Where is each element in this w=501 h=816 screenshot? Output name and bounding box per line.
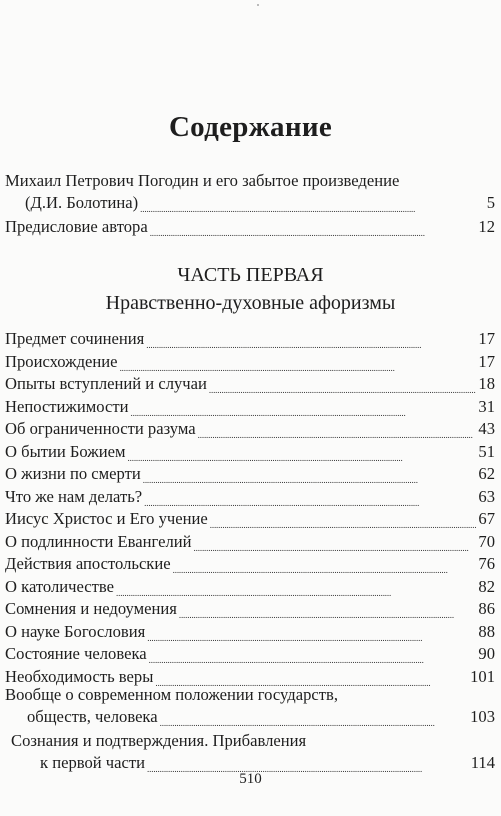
toc-entry-page: 31 [478,396,495,416]
toc-entry [5,621,495,643]
toc-entry-label: О науке Богословия [5,621,146,641]
toc-entry-multi-line1: Вообще о современном положении государств, [5,685,338,704]
toc-entry [5,531,495,553]
leader-dots [150,216,477,238]
toc-entry [5,328,495,350]
toc-entry-page: 82 [478,576,495,596]
leader-dots [173,553,477,575]
toc-entry-page: 103 [470,707,495,726]
toc-entry-label: Иисус Христос и Его учение [5,509,208,528]
toc-entry [5,643,495,665]
toc-entry-label: Состояние человека [5,644,147,663]
toc-entry-page: 86 [478,599,495,618]
toc-entry-label: Что же нам делать? [5,486,143,506]
toc-entry-page: 43 [478,419,495,438]
toc-entry-label: Об ограниченности разума [5,419,196,438]
toc-entry-page: 51 [478,441,495,461]
toc-entry-label: обществ, человека [27,707,158,726]
toc-entry [5,463,495,485]
leader-dots [147,621,476,643]
leader-dots [149,643,477,665]
leader-dots [179,598,477,620]
toc-entry-label: к первой части [40,753,146,772]
toc-entry-page: 114 [470,753,495,772]
toc-entry-page: 18 [478,374,495,393]
toc-entry [5,508,495,530]
leader-dots [160,706,468,728]
toc-entry [5,553,495,575]
leader-dots [144,486,476,508]
toc-entry-page: 62 [478,464,495,483]
toc-entry-page: 67 [478,509,495,528]
leader-dots [146,328,476,350]
toc-entry-label: Непостижимости [5,396,129,416]
toc-entry-preface [5,216,495,238]
toc-entry-label: О жизни по смерти [5,464,141,483]
part-heading: ЧАСТЬ ПЕРВАЯ [177,264,324,286]
toc-entry-multi-line1: Сознания и подтверждения. Прибавления [11,731,307,750]
scan-speck [257,4,259,6]
toc-entry-page: 101 [470,666,495,686]
toc-entry-label: Предмет сочинения [5,329,145,348]
toc-entry-page: 5 [486,193,495,212]
toc-entry-label: (Д.И. Болотина) [25,193,139,212]
leader-dots [131,396,477,418]
toc-entry [5,396,495,418]
toc-entry-label: Необходимость веры [5,666,154,686]
leader-dots [198,418,477,440]
toc-entry-page: 88 [478,621,495,641]
leader-dots [194,531,477,553]
leader-dots [140,192,485,214]
toc-entry-label: Предисловие автора [5,217,148,236]
toc-entry-page: 70 [478,531,495,551]
toc-entry [5,598,495,620]
toc-entry [5,373,495,395]
toc-entry [5,351,495,373]
toc-entry-label: О бытии Божием [5,441,126,461]
leader-dots [143,463,477,485]
leader-dots [210,508,477,530]
toc-entry-intro [25,192,495,214]
toc-entry-page: 63 [478,486,495,506]
part-subtitle: Нравственно-духовные афоризмы [105,292,396,314]
toc-entry-multi [27,706,495,728]
page-title: Содержание [168,111,333,143]
toc-entry-label: Сомнения и недоумения [5,599,177,618]
toc-entry-label: О католичестве [5,576,114,596]
toc-entry-page: 90 [478,644,495,663]
toc-entry-label: Опыты вступлений и случаи [5,374,207,393]
leader-dots [120,351,477,373]
toc-entry-label: Происхождение [5,351,118,371]
page-number: 510 [239,771,262,787]
toc-entry [5,486,495,508]
leader-dots [116,576,476,598]
toc-entry [5,418,495,440]
toc-entry [5,576,495,598]
toc-entry-page: 17 [478,329,495,348]
toc-entry-label: О подлинности Евангелий [5,531,192,551]
toc-entry-page: 76 [478,554,495,573]
leader-dots [128,441,477,463]
toc-entry-label: Действия апостольские [5,554,171,573]
toc-entry-intro-line1: Михаил Петрович Погодин и его забытое произведение [5,171,400,190]
toc-entry-page: 17 [478,351,495,371]
toc-entry [5,441,495,463]
leader-dots [209,373,477,395]
toc-entry-page: 12 [478,217,495,236]
